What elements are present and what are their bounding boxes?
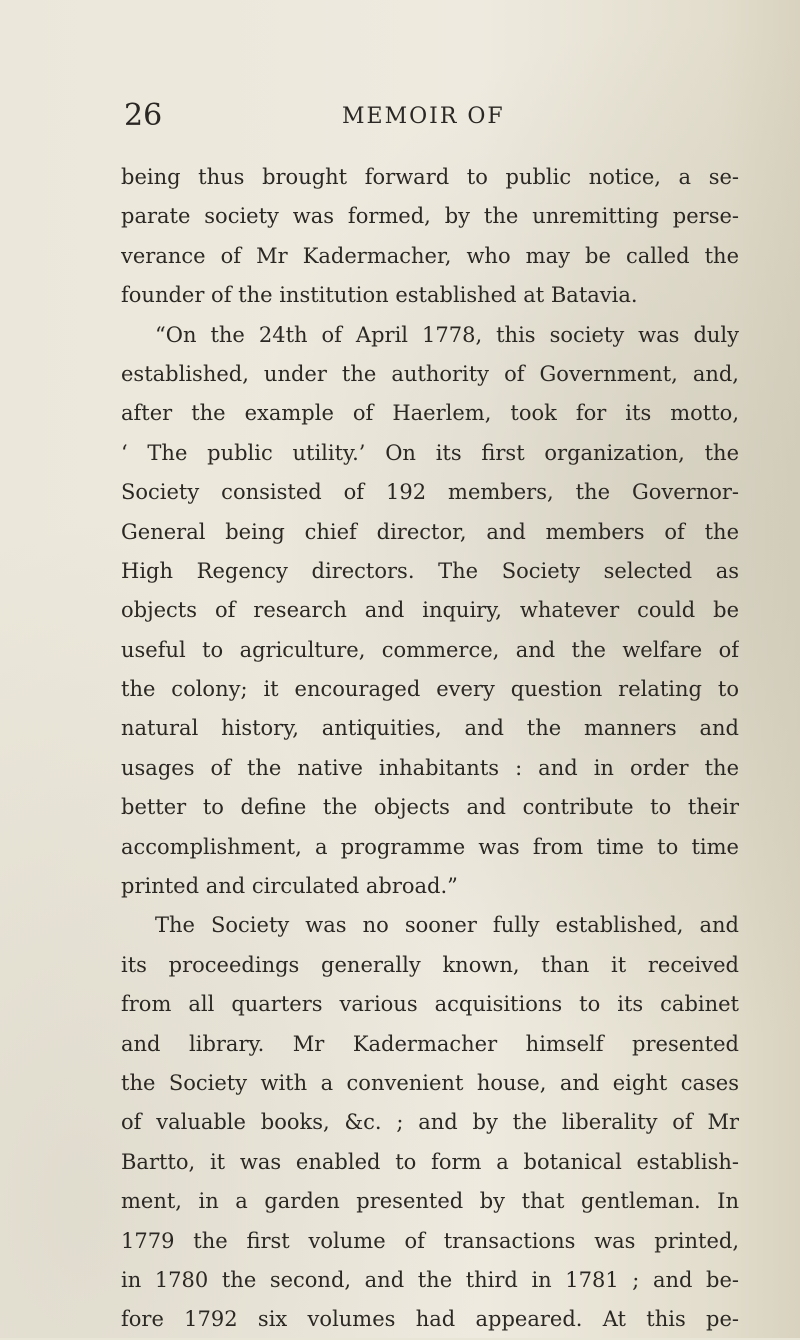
text-line: useful to agriculture, commerce, and the welfare of — [121, 637, 739, 662]
text-line: 1779 the first volume of transactions was printed, — [121, 1228, 739, 1253]
text-line: ment, in a garden presented by that gentleman. In — [121, 1189, 739, 1214]
text-line: the Society with a convenient house, and eight cases — [121, 1070, 739, 1095]
text-line: “On the 24th of April 1778, this society was duly — [155, 322, 739, 347]
text-line: General being chief director, and members of the — [121, 519, 739, 544]
text-line: better to define the objects and contribute to their — [121, 795, 739, 820]
text-line: in 1780 the second, and the third in 1781 ; and be- — [121, 1267, 739, 1292]
text-line: usages of the native inhabitants : and in order the — [121, 755, 739, 780]
text-line: established, under the authority of Government, and, — [121, 361, 739, 386]
text-line: The Society was no sooner fully established, and — [155, 913, 739, 938]
text-line: of valuable books, &c. ; and by the liberality of Mr — [121, 1110, 739, 1135]
text-line: verance of Mr Kadermacher, who may be called the — [121, 243, 739, 268]
text-line: being thus brought forward to public notice, a se- — [121, 165, 739, 189]
text-line: the colony; it encouraged every question relating to — [121, 677, 739, 702]
running-head — [0, 96, 800, 136]
page-number: 26 — [124, 98, 163, 133]
text-line: after the example of Haerlem, took for its motto, — [121, 401, 739, 426]
text-line: founder of the institution established at Batavia. — [121, 283, 638, 308]
text-line: parate society was formed, by the unremitting perse- — [121, 204, 739, 229]
text-line: accomplishment, a programme was from time to time — [121, 834, 739, 859]
running-title: MEMOIR OF — [342, 104, 505, 129]
text-line: ‘ The public utility.’ On its first organization, the — [121, 440, 739, 465]
text-line: from all quarters various acquisitions to its cabinet — [121, 992, 739, 1017]
text-line: objects of research and inquiry, whatever could be — [121, 598, 739, 623]
text-line: and library. Mr Kadermacher himself presented — [121, 1031, 739, 1056]
body-text — [121, 158, 739, 1340]
text-line: Society consisted of 192 members, the Governor- — [121, 480, 739, 505]
text-line: High Regency directors. The Society selected as — [121, 558, 739, 583]
text-line: its proceedings generally known, than it received — [121, 952, 739, 977]
text-line: natural history, antiquities, and the manners and — [121, 716, 739, 741]
text-line: Bartto, it was enabled to form a botanical establish- — [121, 1149, 739, 1174]
text-line: printed and circulated abroad.” — [121, 874, 458, 899]
text-line: fore 1792 six volumes had appeared. At this pe- — [121, 1307, 739, 1332]
